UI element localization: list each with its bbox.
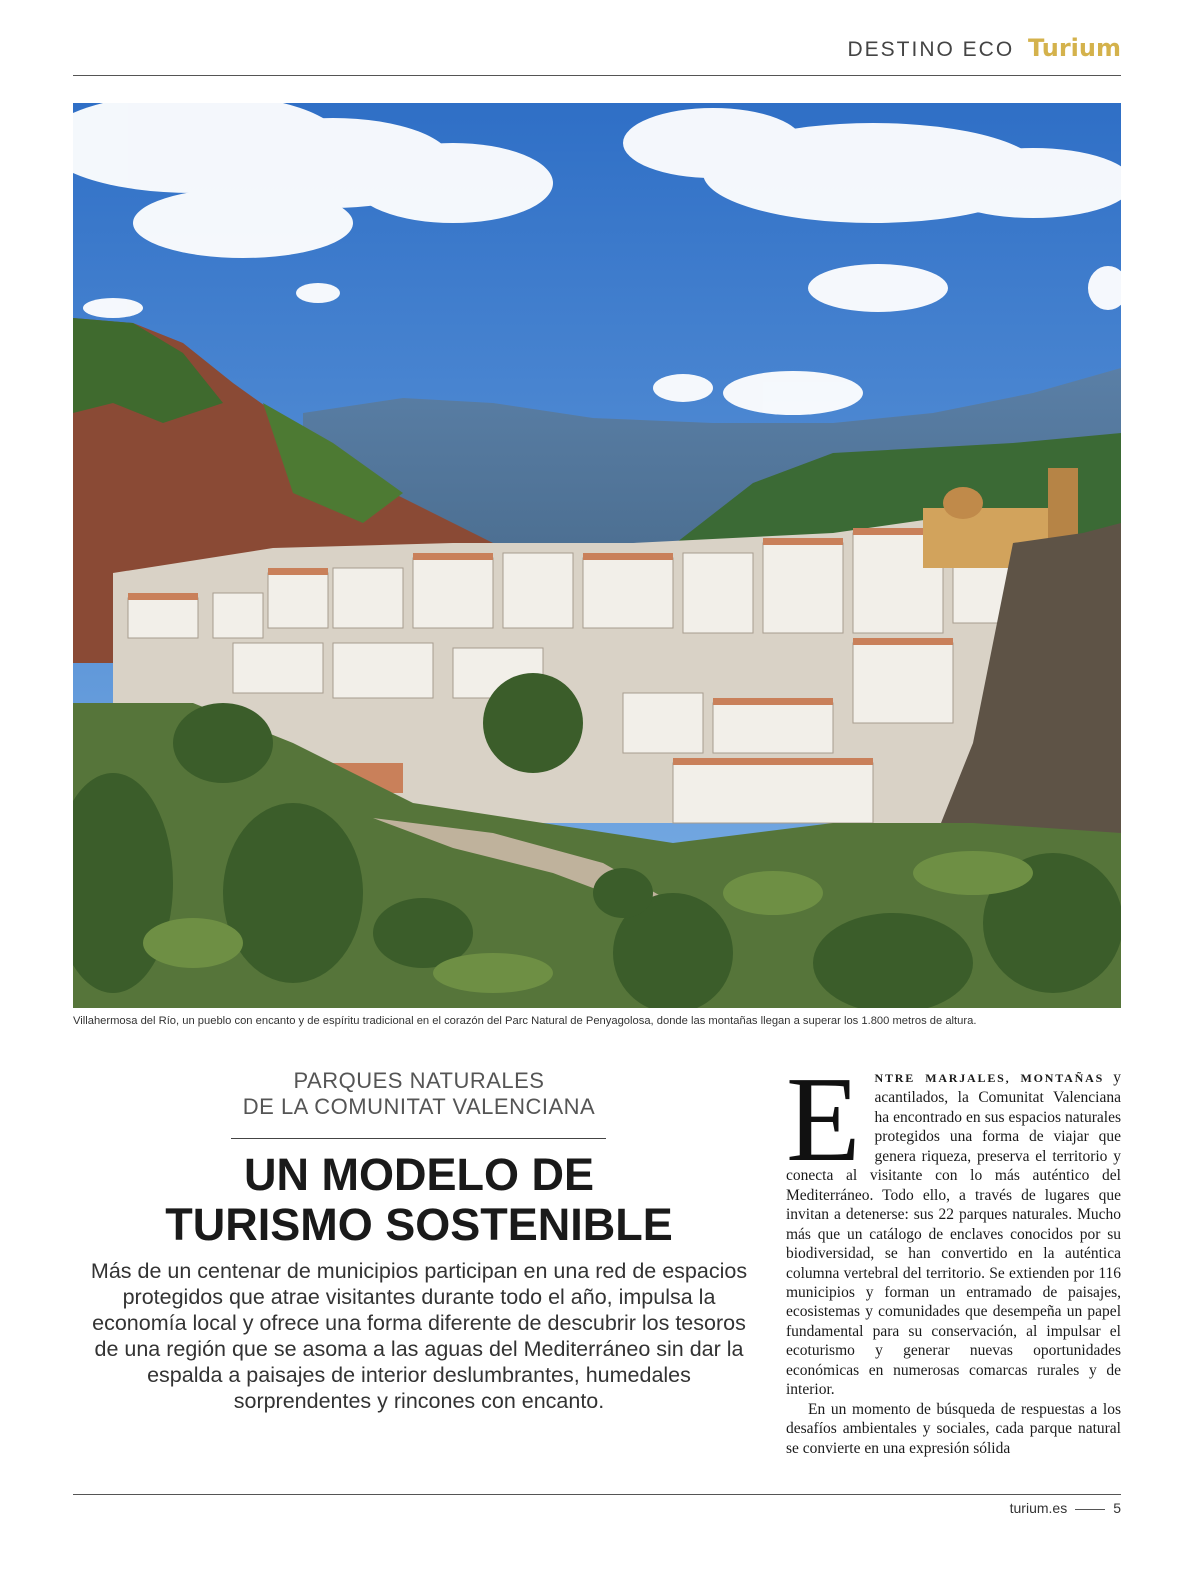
section-label: DESTINO ECO bbox=[847, 38, 1015, 61]
header-divider bbox=[73, 75, 1121, 76]
paragraph-1-text: y acantilados, la Comunitat Valenciana ha encontrado en sus espacios naturales protegidos una forma de viajar que genera riqueza, preserva el territorio y conecta al visitante con lo más auténtico del Mediterráneo. Todo ello, a través de lugares que invitan a detenerse: sus 22 parques naturales. Mucho más que un catálogo de enclaves conocidos por su biodiversidad, se han convertido en la auténtica columna vertebral del territorio. Se extienden por 116 municipios y forman un entramado de paisajes, ecosistemas y comunidades que desempeña un papel fundamental para su conservación, al impulsar el ecoturismo y generar nuevas oportunidades económicas en numerosas comarcas rurales y de interior. bbox=[786, 1069, 1121, 1399]
lead-smallcaps: NTRE MARJALES, MONTAÑAS bbox=[874, 1071, 1105, 1085]
kicker-divider bbox=[231, 1138, 606, 1139]
headline-line-2: TURISMO SOSTENIBLE bbox=[165, 1199, 673, 1250]
article-deck: Más de un centenar de municipios participan en una red de espacios protegidos que atrae visitantes durante todo el año, impulsa la economía local y ofrece una forma diferente de descubrir los tesoros de una región que se asoma a las aguas del Mediterráneo sin dar la espalda a paisajes de interior deslumbrantes, humedales sorprendentes y rincones con encanto. bbox=[90, 1259, 748, 1413]
article-body bbox=[786, 1068, 1121, 1480]
hero-photo bbox=[73, 103, 1121, 1008]
kicker-line-2: DE LA COMUNITAT VALENCIANA bbox=[242, 1094, 596, 1119]
brand-logo: Turium bbox=[1028, 34, 1121, 62]
page-header bbox=[73, 34, 1121, 64]
page-footer bbox=[873, 1500, 1121, 1516]
kicker-line-1: PARQUES NATURALES bbox=[293, 1068, 545, 1093]
page-number: 5 bbox=[1113, 1500, 1121, 1516]
site-url: turium.es bbox=[1009, 1500, 1068, 1516]
body-paragraph-2: En un momento de búsqueda de respuestas a los desafíos ambientales y sociales, cada parque natural se convierte en una expresión sólida bbox=[786, 1400, 1121, 1457]
footer-dash bbox=[1075, 1509, 1105, 1510]
photo-caption: Villahermosa del Río, un pueblo con encanto y de espíritu tradicional en el corazón del Parc Natural de Penyagolosa, donde las montañas llegan a superar los 1.800 metros de altura. bbox=[73, 1015, 977, 1027]
headline-line-1: UN MODELO DE bbox=[243, 1149, 594, 1200]
article-headline bbox=[100, 1150, 738, 1250]
drop-cap: E bbox=[786, 1068, 861, 1187]
footer-divider bbox=[73, 1494, 1121, 1495]
article-kicker bbox=[193, 1068, 645, 1120]
